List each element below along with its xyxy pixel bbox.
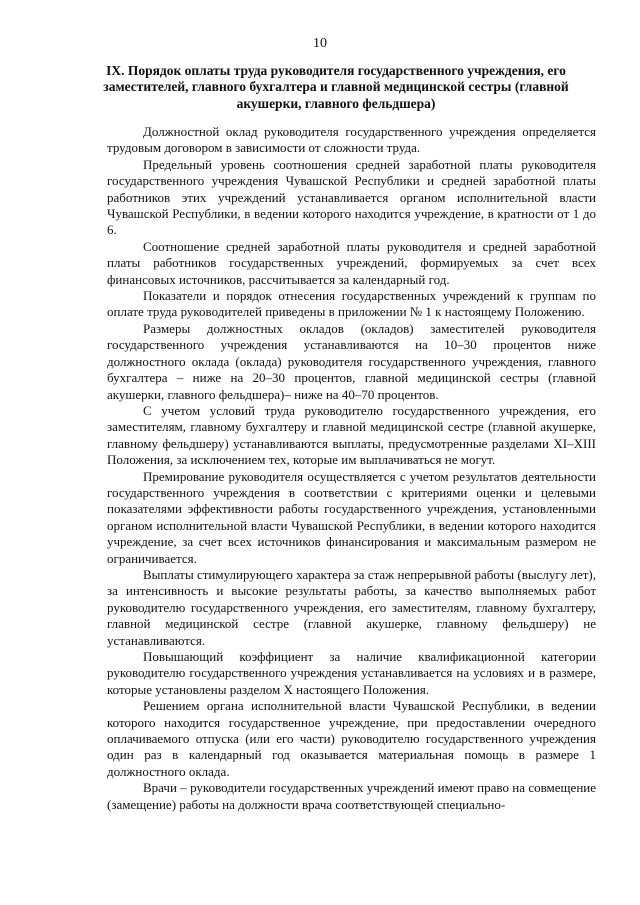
paragraph: Выплаты стимулирующего характера за стаж непрерывной работы (выслугу лет), за интенсивность и высокие результаты работы, за качество выполняемых работ руководителю государственного учреждения, его заместителям, главному бухгалтеру, главной медицинской сестре (главной акушерке, главному фельдшеру) не устанавливаются. [107,566,596,648]
paragraph: С учетом условий труда руководителю государственного учреждения, его заместителям, главному бухгалтеру и главной медицинской сестре (главной акушерке, главному фельдшеру) устанавливаются выплаты, предусмотренные разделами XI–XIII Положения, за исключением тех, которые им выплачиваться не могут. [107,402,596,468]
paragraph: Должностной оклад руководителя государственного учреждения определяется трудовым договором в зависимости от сложности труда. [107,124,596,156]
paragraph: Повышающий коэффициент за наличие квалификационной категории руководителю государственного учреждения устанавливается на условиях и в размере, которые установлены разделом X настоящего Положения. [107,649,596,697]
paragraph: Решением органа исполнительной власти Чувашской Республики, в ведении которого находится государственное учреждение, при предоставлении очередного оплачиваемого отпуска (или его части) руководителю государственного учреждения один раз в календарный год оказывается материальная помощь в размере 1 должностного оклада. [107,698,596,779]
paragraph: Размеры должностных окладов (окладов) заместителей руководителя государственного учреждения устанавливаются на 10–30 процентов ниже должностного оклада (оклада) руководителя государственного учреждения, главного бухгалтера – ниже на 20–30 процентов, главной медицинской сестры (главной акушерки, главного фельдшера)– ниже на 40–70 процентов. [107,320,596,402]
section-heading: IX. Порядок оплаты труда руководителя государственного учреждения, его заместителей, главного бухгалтера и главной медицинской сестры (главной акушерки, главного фельдшера) [103,63,569,111]
page-number: 10 [313,36,327,51]
body-text [107,124,596,813]
paragraph: Соотношение средней заработной платы руководителя и средней заработной платы работников государственных учреждений, формируемых за счет всех финансовых источников, рассчитывается за календарный год. [107,238,596,287]
paragraph: Врачи – руководители государственных учреждений имеют право на совмещение (замещение) работы на должности врача соответствующей специально- [107,780,596,812]
paragraph: Предельный уровень соотношения средней заработной платы руководителя государственного учреждения Чувашской Республики и средней заработной платы работников этих учреждений устанавливается органом исполнительной власти Чувашской Республики, в ведении которого находится учреждение, в кратности от 1 до 6. [107,156,596,238]
paragraph: Премирование руководителя осуществляется с учетом результатов деятельности государственного учреждения в соответствии с критериями оценки и целевыми показателями эффективности работы государственного учреждения, установленными органом исполнительной власти Чувашской Республики, в ведении которого находится учреждение, за счет всех источников финансирования и максимальным размером не ограничивается. [107,468,596,566]
paragraph: Показатели и порядок отнесения государственных учреждений к группам по оплате труда руководителей приведены в приложении № 1 к настоящему Положению. [107,288,596,320]
